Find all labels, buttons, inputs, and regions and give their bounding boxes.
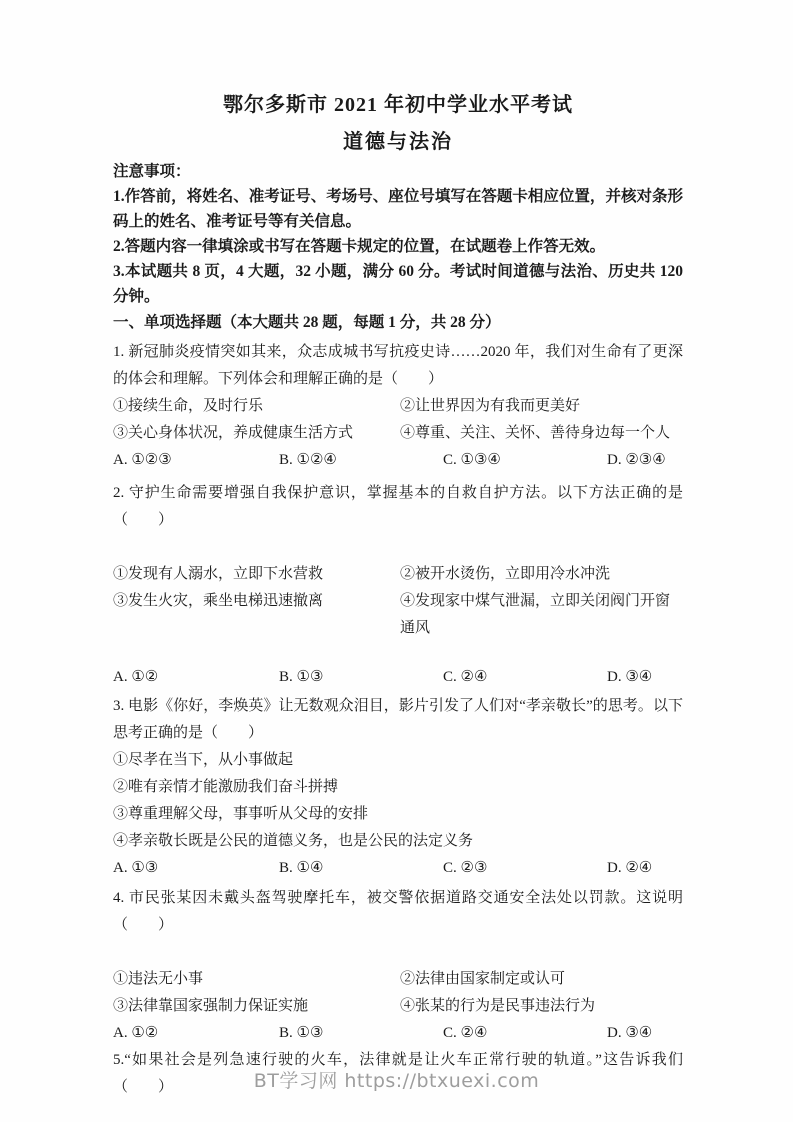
question-4-statement-row-1 xyxy=(113,966,683,993)
question-1-choice-c: C. ①③④ xyxy=(443,452,501,468)
question-5-stem: 5.“如果社会是列急速行驶的火车，法律就是让火车正常行驶的轨道。”这告诉我们（ ） xyxy=(113,1052,683,1095)
question-1-stem: 1. 新冠肺炎疫情突如其来，众志成城书写抗疫史诗……2020 年，我们对生命有了更深的体会和理解。下列体会和理解正确的是（ ） xyxy=(113,344,683,387)
question-2-stem: 2. 守护生命需要增强自我保护意识，掌握基本的自救自护方法。以下方法正确的是（ ） xyxy=(113,485,683,528)
question-1-statement-4: ④尊重、关注、关怀、善待身边每一个人 xyxy=(400,425,671,441)
question-1-statement-3: ③关心身体状况，养成健康生活方式 xyxy=(113,425,354,441)
question-1-statement-row-2 xyxy=(113,420,683,447)
question-3-choices xyxy=(113,855,683,882)
notices-heading: 注意事项： xyxy=(113,163,191,180)
notice-item-3: 3.本试题共 8 页，4 大题，32 小题，满分 60 分。考试时间道德与法治、历史共 120 分钟。 xyxy=(113,263,683,305)
question-4-choice-d: D. ③④ xyxy=(607,1025,653,1041)
question-4 xyxy=(113,885,683,1047)
notice-item-1: 1.作答前，将姓名、准考证号、考场号、座位号填写在答题卡相应位置，并核对条形码上的姓名、准考证号等有关信息。 xyxy=(113,188,683,230)
question-2-choices xyxy=(113,664,683,691)
question-3-statement-2: ②唯有亲情才能激励我们奋斗拼搏 xyxy=(113,779,339,795)
question-2-statement-row-2 xyxy=(113,588,683,642)
question-4-choice-a: A. ①② xyxy=(113,1025,159,1041)
question-1-choice-b: B. ①②④ xyxy=(279,452,337,468)
page-content xyxy=(113,0,683,1101)
question-4-stem: 4. 市民张某因未戴头盔驾驶摩托车，被交警依据道路交通安全法处以罚款。这说明（ ） xyxy=(113,890,683,933)
question-3-choice-b: B. ①④ xyxy=(279,860,324,876)
notice-item-2: 2.答题内容一律填涂或书写在答题卡规定的位置，在试题卷上作答无效。 xyxy=(113,238,606,255)
question-2-choice-a: A. ①② xyxy=(113,669,159,685)
question-1-statement-row-1 xyxy=(113,393,683,420)
question-3-choice-c: C. ②③ xyxy=(443,860,488,876)
question-4-choice-b: B. ①③ xyxy=(279,1025,324,1041)
question-4-choice-c: C. ②④ xyxy=(443,1025,488,1041)
question-2-choice-d: D. ③④ xyxy=(607,669,653,685)
question-1-choice-d: D. ②③④ xyxy=(607,452,666,468)
question-4-choices xyxy=(113,1020,683,1047)
question-2-choice-c: C. ②④ xyxy=(443,669,488,685)
question-1-statement-1: ①接续生命，及时行乐 xyxy=(113,398,264,414)
exam-title: 鄂尔多斯市 2021 年初中学业水平考试 xyxy=(223,94,573,116)
watermark: BT学习网 https://btxuexi.com xyxy=(253,1070,540,1092)
question-3 xyxy=(113,693,683,882)
section-heading: 一、单项选择题（本大题共 28 题，每题 1 分，共 28 分） xyxy=(113,314,501,331)
exam-subject-title: 道德与法治 xyxy=(343,131,453,153)
question-2-statement-1: ①发现有人溺水，立即下水营救 xyxy=(113,566,324,582)
question-4-statement-4: ④张某的行为是民事违法行为 xyxy=(400,998,596,1014)
question-3-statement-1: ①尽孝在当下，从小事做起 xyxy=(113,752,294,768)
question-3-statement-3: ③尊重理解父母，事事听从父母的安排 xyxy=(113,806,369,822)
question-4-statement-1: ①违法无小事 xyxy=(113,971,204,987)
question-3-statement-4: ④孝亲敬长既是公民的道德义务，也是公民的法定义务 xyxy=(113,833,474,849)
question-2-statement-3: ③发生火灾，乘坐电梯迅速撤离 xyxy=(113,593,324,609)
question-2 xyxy=(113,480,683,691)
question-3-choice-d: D. ②④ xyxy=(607,860,653,876)
question-1-choice-a: A. ①②③ xyxy=(113,452,172,468)
question-1-choices xyxy=(113,447,683,474)
question-3-choice-a: A. ①③ xyxy=(113,860,159,876)
question-2-choice-b: B. ①③ xyxy=(279,669,324,685)
notices-section xyxy=(113,159,683,309)
question-2-statement-4: ④发现家中煤气泄漏，立即关闭阀门开窗通风 xyxy=(400,593,671,636)
question-4-statement-row-2 xyxy=(113,993,683,1020)
question-4-statement-2: ②法律由国家制定或认可 xyxy=(400,971,566,987)
question-1 xyxy=(113,339,683,474)
question-2-statement-row-1 xyxy=(113,561,683,588)
question-2-statement-2: ②被开水烫伤，立即用冷水冲洗 xyxy=(400,566,611,582)
question-4-statement-3: ③法律靠国家强制力保证实施 xyxy=(113,998,309,1014)
question-1-statement-2: ②让世界因为有我而更美好 xyxy=(400,398,581,414)
question-3-stem: 3. 电影《你好，李焕英》让无数观众泪目，影片引发了人们对“孝亲敬长”的思考。以下思考正确的是（ ） xyxy=(113,698,683,741)
